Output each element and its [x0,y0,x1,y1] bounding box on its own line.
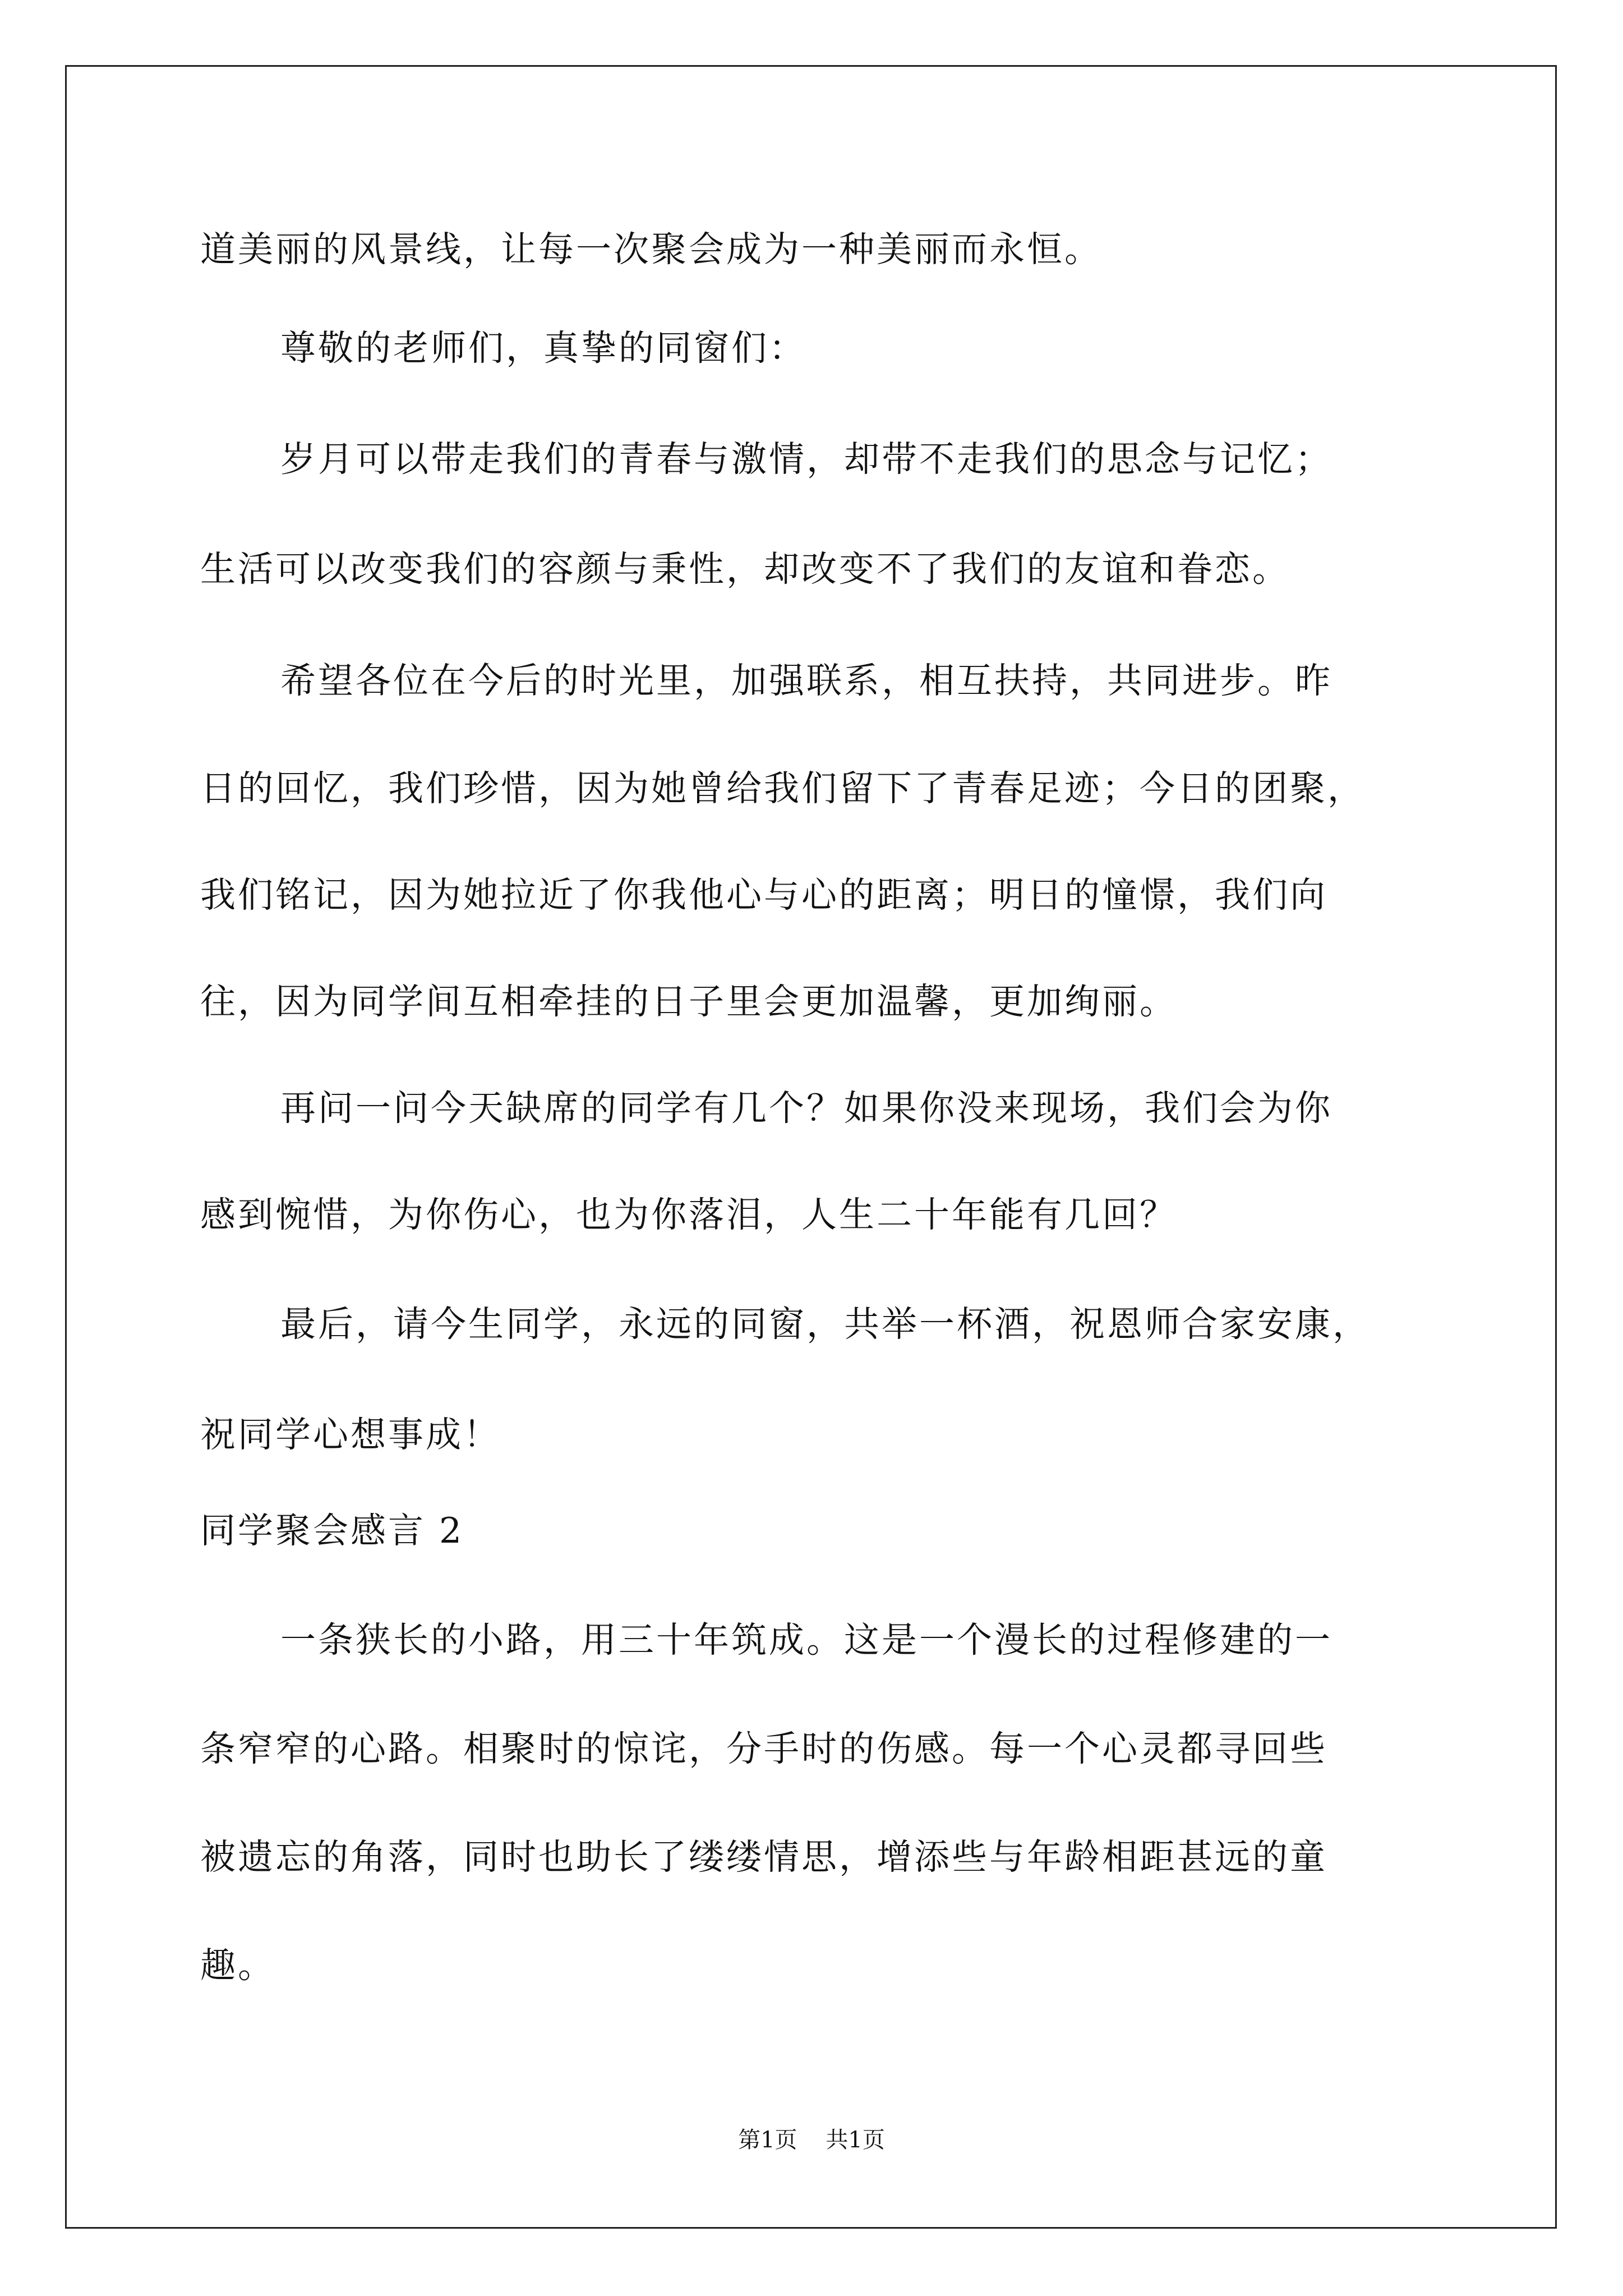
page-footer: 第1页 共1页 [738,2127,885,2153]
text-line: 趣。 [200,1945,275,1986]
salutation-line: 尊敬的老师们，真挚的同窗们： [280,328,806,369]
text-line: 生活可以改变我们的容颜与秉性，却改变不了我们的友谊和眷恋。 [200,549,1290,590]
text-line: 被遗忘的角落，同时也助长了缕缕情思，增添些与年龄相距甚远的童 [200,1837,1327,1878]
text-line: 岁月可以带走我们的青春与激情，却带不走我们的思念与记忆； [280,439,1332,480]
text-line: 日的回忆，我们珍惜，因为她曾给我们留下了青春足迹；今日的团聚， [200,768,1365,809]
text-line: 我们铭记，因为她拉近了你我他心与心的距离；明日的憧憬，我们向 [200,875,1327,915]
text-line: 条窄窄的心路。相聚时的惊诧，分手时的伤感。每一个心灵都寻回些 [200,1728,1327,1769]
text-line: 祝同学心想事成！ [200,1414,501,1455]
page-border [65,65,1557,2229]
section-heading: 同学聚会感言 2 [200,1510,464,1551]
text-line: 感到惋惜，为你伤心，也为你落泪，人生二十年能有几回？ [200,1194,1177,1235]
text-line: 最后，请今生同学，永远的同窗，共举一杯酒，祝恩师合家安康， [280,1304,1370,1345]
text-line: 道美丽的风景线，让每一次聚会成为一种美丽而永恒。 [200,229,1102,270]
text-line: 往，因为同学间互相牵挂的日子里会更加温馨，更加绚丽。 [200,981,1177,1022]
text-line: 再问一问今天缺席的同学有几个？如果你没来现场，我们会为你 [280,1088,1332,1129]
text-line: 一条狭长的小路，用三十年筑成。这是一个漫长的过程修建的一 [280,1619,1332,1660]
text-line: 希望各位在今后的时光里，加强联系，相互扶持，共同进步。昨 [280,660,1332,701]
